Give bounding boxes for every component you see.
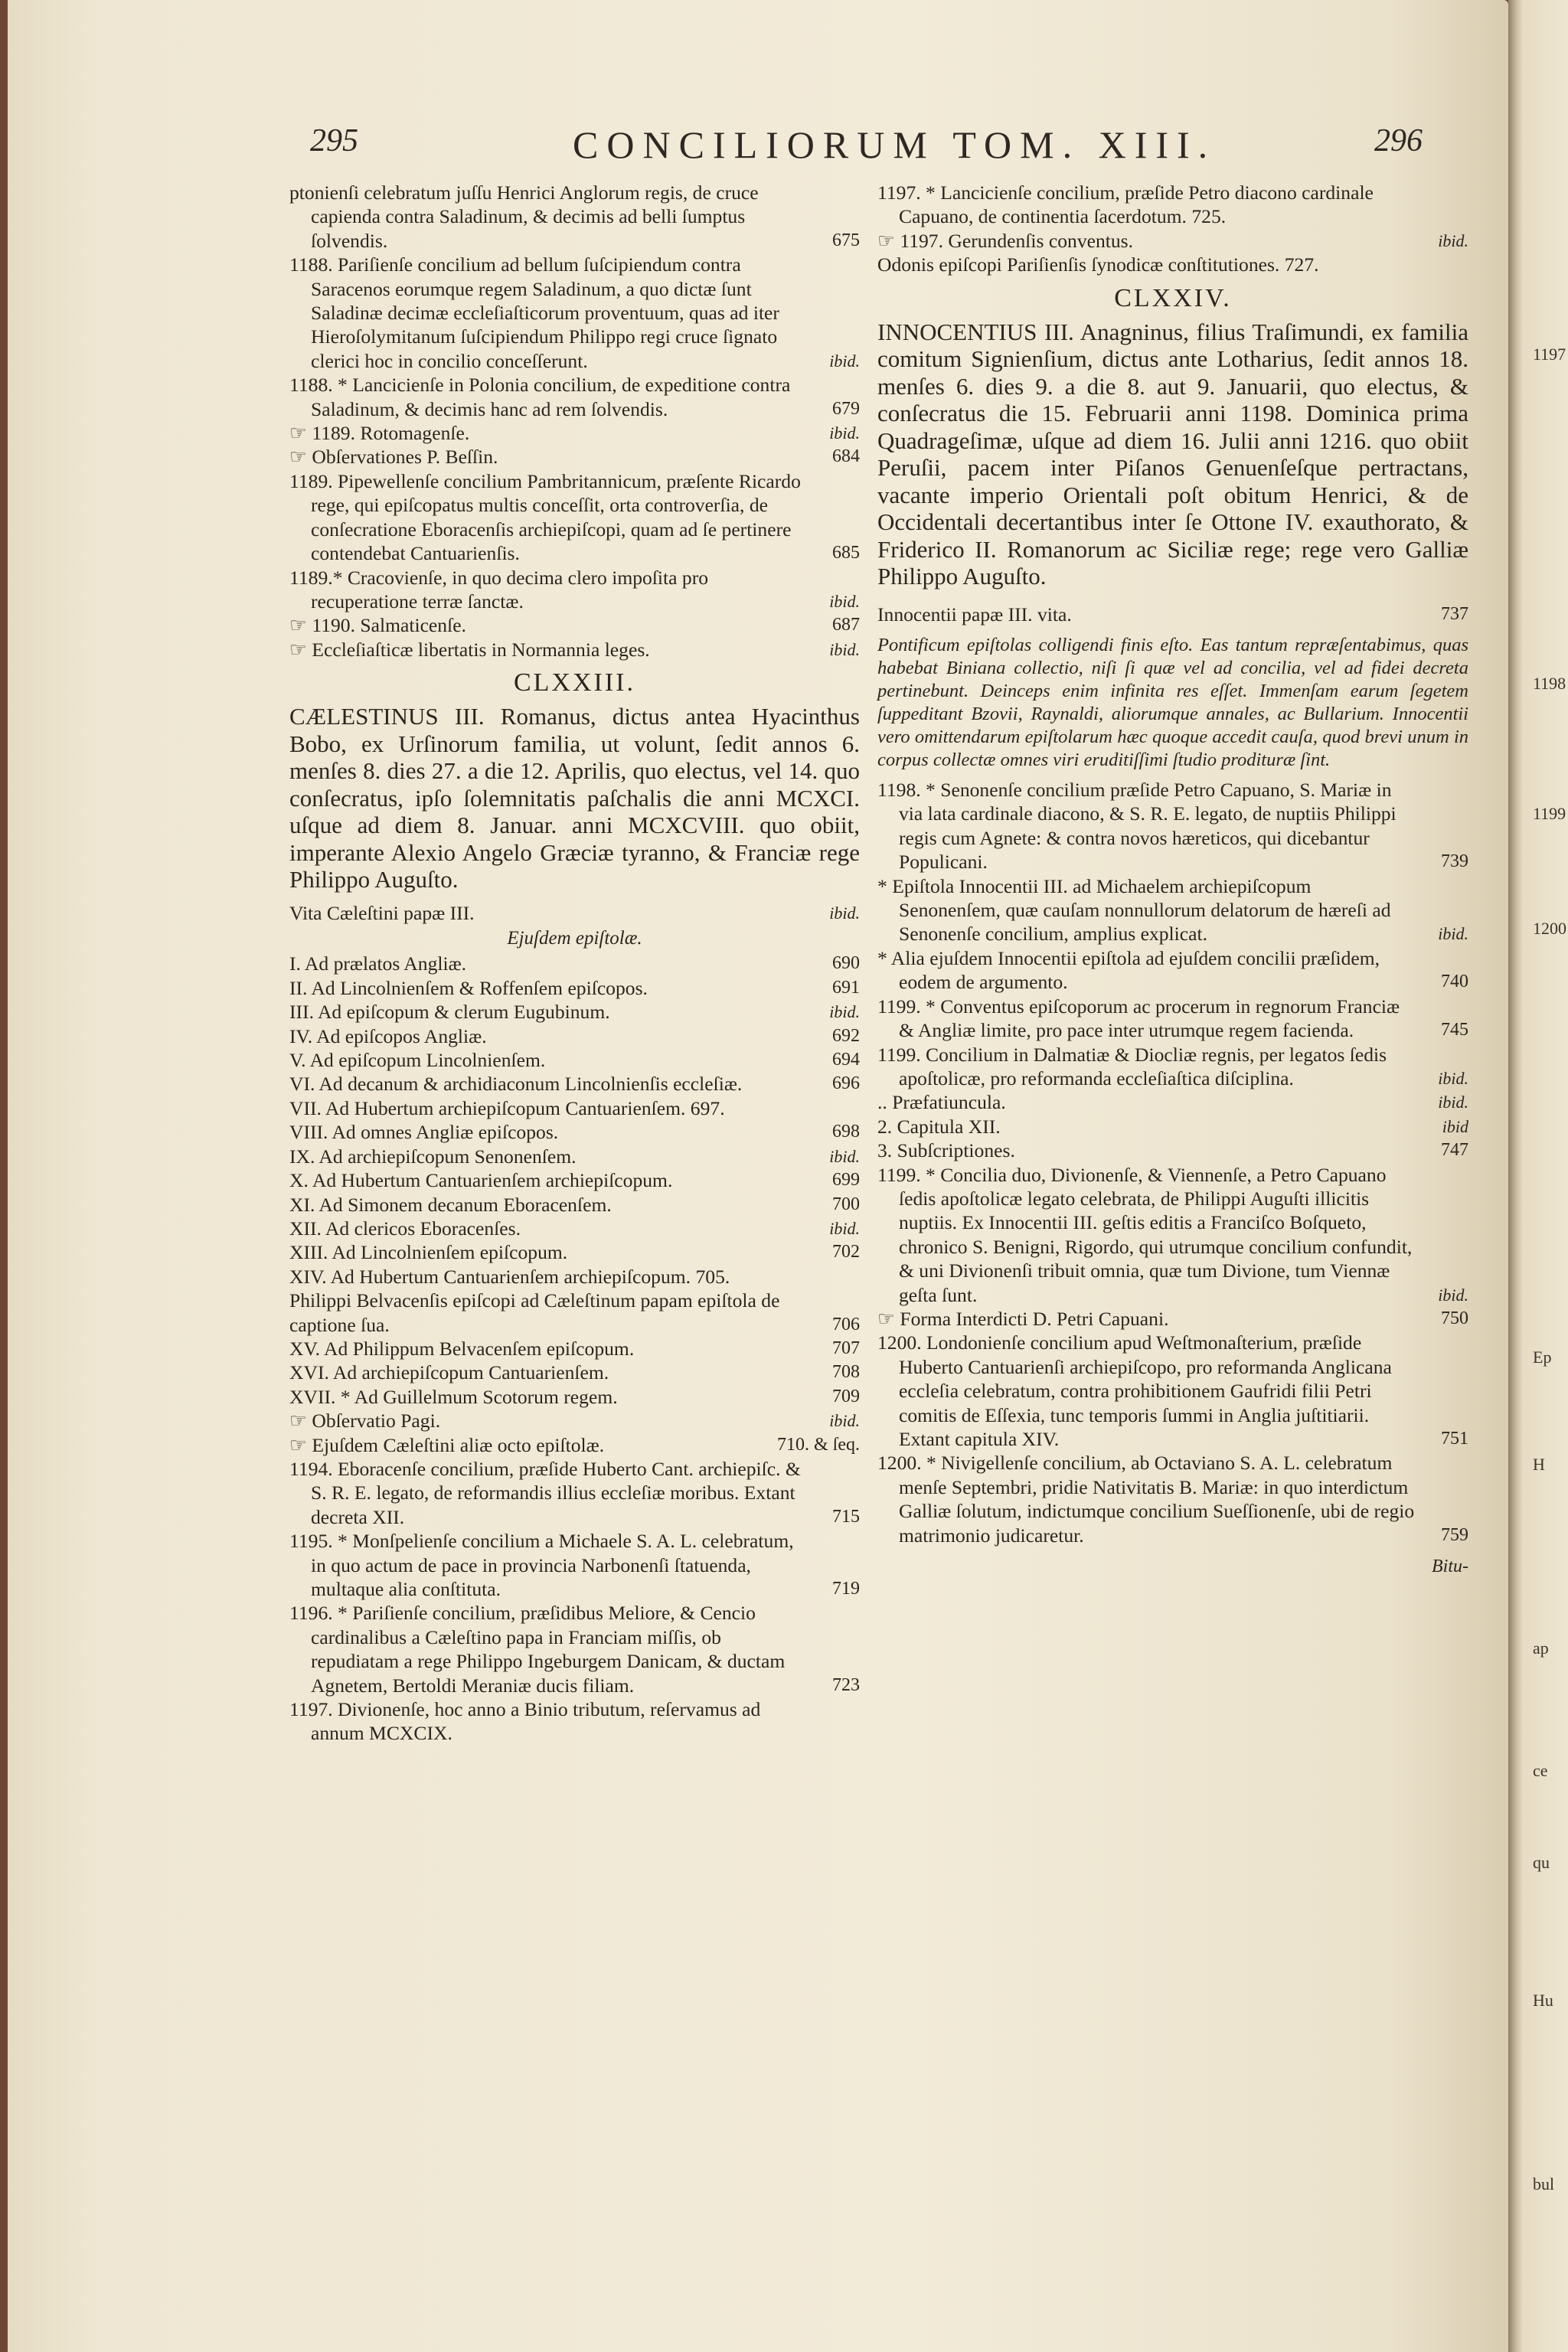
entry-text: X. Ad Hubertum Cantuarienſem archiepiſcopum.	[289, 1169, 673, 1192]
letter-entry	[289, 1240, 860, 1264]
entry-text: ☞ Obſervationes P. Beſſin.	[289, 446, 498, 469]
epistolae-heading: Ejuſdem epiſtolæ.	[507, 928, 642, 949]
book-gutter	[1508, 0, 1522, 2352]
catchword: Bitu-	[1432, 1557, 1468, 1577]
entry-page: 692	[832, 1025, 860, 1046]
section-number-clxxiv: CLXXIV.	[1114, 283, 1232, 312]
running-title: CONCILIORUM TOM. XIII.	[573, 123, 1217, 166]
entry-text: 1189. Pipewellenſe concilium Pambritannicum, præſente Ricardo rege, qui epiſcopatus multis conceſſit, orta controverſia, de conſecratione Eboracenſis archiepiſcopi, quam ad ſe pertinere contendebat Cantuarienſis.	[289, 469, 801, 565]
vita-page: ibid.	[829, 903, 860, 923]
entry-text: 1199. Concilium in Dalmatiæ & Diocliæ regnis, per legatos ſedis apoſtolicæ, pro reformanda eccleſiaſtica diſciplina.	[877, 1043, 1387, 1089]
right-entries-bottom	[877, 778, 1468, 1547]
letters-list	[289, 952, 860, 1457]
entry-text: ☞ 1197. Gerundenſis conventus.	[877, 229, 1134, 252]
entry-page: 739	[1441, 851, 1468, 872]
entry-text: XVII. * Ad Guillelmum Scotorum regem.	[289, 1385, 618, 1408]
editorial-note: Pontificum epiſtolas colligendi finis eſto. Eas tantum repræſentabimus, quas habebat Biniana collectio, niſi ſi quæ vel ad concilia, vel ad fidei decreta pertinebunt. Deinceps enim infinita res eſſet. Immenſam earum ſegetem ſuppeditant Bzovii, Raynaldi, aliorumque annales, ac Bullarium. Innocentii vero omittendarum epiſtolarum hæc quoque accedit cauſa, quod brevi unum in corpus collectæ omnes viri eruditiſſimi ſtudio prodituræ ſint.	[877, 635, 1468, 771]
index-entry	[289, 1457, 860, 1529]
entry-text: ☞ 1189. Rotomagenſe.	[289, 422, 470, 445]
index-entry	[289, 1601, 860, 1697]
entry-text: 1189.* Cracovienſe, in quo decima clero impoſita pro recuperatione terræ ſanctæ.	[289, 566, 709, 612]
entry-page: 698	[832, 1122, 860, 1142]
index-entry	[877, 946, 1468, 995]
entry-text: 1200. Londonienſe concilium apud Weſtmonaſterium, præſide Huberto Cantuarienſi archiepiſcopo, pro reformanda Anglicana eccleſia celebratum, contra prohibitionem Gaufridi filii Petri comitis de Eſſexia, tunc temporis ſummi in Anglia juſtitiarii. Extant capitula XIV.	[877, 1331, 1392, 1450]
margin-fragment: Hu	[1533, 1991, 1553, 2010]
vita-entry	[289, 901, 860, 925]
letter-entry	[289, 1289, 860, 1337]
letter-entry	[289, 1168, 860, 1192]
entry-page: 745	[1441, 1020, 1468, 1040]
entry-page: ibid.	[1438, 1285, 1468, 1305]
letter-entry	[289, 1096, 860, 1120]
entry-text: ☞ Eccleſiaſticæ libertatis in Normannia leges.	[289, 638, 650, 661]
left-column	[289, 181, 860, 1746]
entry-page: ibid.	[1438, 1093, 1468, 1112]
entry-page: ibid.	[829, 1218, 860, 1238]
letter-entry	[289, 1385, 860, 1409]
entry-text: 1199. * Concilia duo, Divionenſe, & Viennenſe, a Petro Capuano ſedis apoſtolicæ legato celebrata, de Philippi Auguſti illicitis nuptiis. Ex Innocentii III. geſtis editis a Franciſco Boſqueto, chronico S. Benigni, Rigordo, qui utrumque concilium confundit, & uni Divionenſi tribuit omnia, quæ tum Divione, tum Viennæ geſta ſunt.	[877, 1163, 1413, 1306]
index-entry	[877, 778, 1468, 874]
margin-fragment: ap	[1533, 1638, 1549, 1658]
entry-text: VIII. Ad omnes Angliæ epiſcopos.	[289, 1121, 559, 1144]
letter-entry	[289, 1433, 860, 1457]
entry-page: ibid.	[829, 1002, 860, 1022]
pontificate-innocentius	[877, 318, 1468, 590]
page-leaf	[8, 0, 1508, 2352]
margin-fragment: 1198	[1533, 674, 1566, 693]
right-entries-top	[877, 181, 1468, 277]
letter-entry	[289, 976, 860, 1000]
index-entry	[877, 253, 1468, 276]
pontificate-text: CÆLESTINUS III. Romanus, dictus antea Hyacinthus Bobo, ex Urſinorum familia, ut volunt, ſedit annos 6. menſes 8. dies 27. a die 12. Aprilis, quo electus, vel 14. quo conſecratus, ipſo ſolemnitatis paſchalis die anni MCXCI. uſque ad diem 8. Januar. anni MCXCVIII. quo obiit, imperante Alexio Angelo Græciæ tyranno, & Franciæ rege Philippo Auguſto.	[289, 703, 860, 893]
index-entry	[877, 1331, 1468, 1451]
entry-page: 691	[832, 977, 860, 998]
entry-page: 700	[832, 1194, 860, 1214]
letter-entry	[289, 1361, 860, 1384]
margin-fragment: H	[1533, 1455, 1545, 1474]
entry-text: ☞ 1190. Salmaticenſe.	[289, 614, 466, 637]
margin-fragment: Ep	[1533, 1348, 1552, 1367]
index-entry	[289, 421, 860, 445]
margin-fragment: qu	[1533, 1853, 1550, 1872]
entry-page: 694	[832, 1050, 860, 1070]
index-entry	[877, 181, 1468, 229]
entry-text: 1198. * Senonenſe concilium præſide Petro Capuano, S. Mariæ in via lata cardinale diacono, & S. R. E. legato, de nuptiis Philippi regis cum Agnete: & contra novos hæreticos, qui dicebantur Populicani.	[877, 779, 1396, 874]
entry-text: III. Ad epiſcopum & clerum Eugubinum.	[289, 1001, 610, 1024]
vita-text: Innocentii papæ III. vita.	[877, 603, 1072, 626]
entry-page: 696	[832, 1073, 860, 1094]
entry-text: ☞ Forma Interdicti D. Petri Capuani.	[877, 1307, 1169, 1330]
entry-text: VI. Ad decanum & archidiaconum Lincolnienſis eccleſiæ.	[289, 1073, 743, 1096]
entry-page: 747	[1441, 1140, 1468, 1161]
entry-text: XVI. Ad archiepiſcopum Cantuarienſem.	[289, 1361, 609, 1384]
index-entry	[289, 373, 860, 421]
entry-text: I. Ad prælatos Angliæ.	[289, 952, 467, 975]
entry-page: 750	[1441, 1308, 1468, 1328]
entry-page: 709	[832, 1386, 860, 1406]
letter-entry	[289, 1409, 860, 1432]
right-page-number: 296	[1374, 123, 1423, 158]
letter-entry	[289, 1048, 860, 1072]
entry-page: ibid.	[1438, 1068, 1468, 1088]
entry-text: XIV. Ad Hubertum Cantuarienſem archiepiſcopum. 705.	[289, 1265, 730, 1288]
entry-text: ☞ Obſervatio Pagi.	[289, 1410, 441, 1432]
entry-page: ibid.	[829, 1411, 860, 1431]
letter-entry	[289, 1024, 860, 1048]
entry-text: IV. Ad epiſcopos Angliæ.	[289, 1024, 487, 1047]
entry-page: 684	[832, 446, 860, 467]
entry-text: ☞ Ejuſdem Cæleſtini aliæ octo epiſtolæ.	[289, 1433, 605, 1456]
letter-entry	[289, 1337, 860, 1361]
entry-text: XIII. Ad Lincolnienſem epiſcopum.	[289, 1241, 568, 1264]
entry-text: V. Ad epiſcopum Lincolnienſem.	[289, 1049, 546, 1072]
left-page-number: 295	[310, 123, 358, 158]
index-entry	[289, 638, 860, 662]
index-entry	[877, 229, 1468, 253]
entry-text: .. Præfatiuncula.	[877, 1091, 1006, 1114]
index-entry	[289, 445, 860, 469]
letter-entry	[289, 952, 860, 975]
index-entry	[877, 1307, 1468, 1331]
entry-page: 708	[832, 1362, 860, 1383]
entry-page: 719	[832, 1579, 860, 1599]
entry-text: 1197. Divionenſe, hoc anno a Binio tributum, reſervamus ad annum MCXCIX.	[289, 1698, 761, 1745]
entry-page: 679	[832, 398, 860, 419]
index-entry	[289, 469, 860, 566]
letter-entry	[289, 1072, 860, 1096]
entry-text: 2. Capitula XII.	[877, 1115, 1001, 1138]
margin-fragment: 1200	[1533, 919, 1566, 938]
entry-text: Odonis epiſcopi Pariſienſis ſynodicæ conſtitutiones. 727.	[877, 253, 1319, 276]
index-entry	[877, 1138, 1468, 1162]
index-entry	[877, 1163, 1468, 1307]
right-column	[877, 181, 1468, 1579]
entry-text: 1194. Eboracenſe concilium, præſide Huberto Cant. archiepiſc. & S. R. E. legato, de reformandis illius eccleſiæ moribus. Extant decreta XII.	[289, 1457, 801, 1528]
entry-text: 1188. Pariſienſe concilium ad bellum ſuſcipiendum contra Saracenos eorumque regem Saladinum, a quo dictæ ſunt Saladinæ decimæ eccleſiaſticorum proventuum, quas ad iter Hieroſolymitanum ſuſcipiendum Philippo regi cruce ſignato clerici hoc in concilio conceſſerunt.	[289, 253, 779, 372]
letter-entry	[289, 1145, 860, 1168]
entry-page: ibid.	[1438, 230, 1468, 250]
vita-text: Vita Cæleſtini papæ III.	[289, 901, 475, 924]
index-entry	[877, 1043, 1468, 1091]
entry-text: 1188. * Lancicienſe in Polonia concilium, de expeditione contra Saladinum, & decimis hanc ad rem ſolvendis.	[289, 374, 791, 420]
entry-text: 1196. * Pariſienſe concilium, præſidibus Meliore, & Cencio cardinalibus a Cæleſtino papa in Franciam miſſis, ob repudiatam a rege Philippo Ingeburgem Danicam, & ductam Agnetem, Bertoldi Meraniæ ducis filiam.	[289, 1602, 786, 1697]
margin-fragment: 1199	[1533, 804, 1566, 823]
entry-page: 685	[832, 543, 860, 564]
entry-text: Philippi Belvacenſis epiſcopi ad Cæleſtinum papam epiſtola de captione ſua.	[289, 1289, 780, 1336]
letter-entry	[289, 1265, 860, 1289]
entry-text: XI. Ad Simonem decanum Eboracenſem.	[289, 1193, 612, 1216]
entry-page: 706	[832, 1314, 860, 1334]
index-entry	[289, 613, 860, 637]
letter-entry	[289, 1193, 860, 1217]
entry-page: ibid	[1442, 1116, 1468, 1136]
entry-page: ibid.	[829, 591, 860, 611]
facing-page-edge	[1522, 0, 1568, 2352]
index-entry	[289, 566, 860, 614]
entry-text: ptonienſi celebratum juſſu Henrici Anglorum regis, de cruce capienda contra Saladinum, & decimis ad belli ſumptus ſolvendis.	[289, 181, 759, 252]
entry-text: 1195. * Monſpelienſe concilium a Michaele S. A. L. celebratum, in quo actum de pace in provincia Narbonenſi ſtatuenda, multaque alia conſtituta.	[289, 1530, 794, 1600]
index-entry	[289, 1529, 860, 1601]
entry-text: XV. Ad Philippum Belvacenſem epiſcopum.	[289, 1337, 635, 1360]
entry-text: II. Ad Lincolnienſem & Roffenſem epiſcopos.	[289, 976, 648, 999]
letter-entry	[289, 1120, 860, 1144]
entry-page: 710. & ſeq.	[777, 1434, 860, 1455]
left-entries-bottom	[289, 1457, 860, 1746]
index-entry	[877, 1090, 1468, 1114]
section-number-clxxiii: CLXXIII.	[513, 668, 636, 697]
entry-page: ibid.	[829, 423, 860, 443]
entry-page: 687	[832, 615, 860, 635]
entry-text: * Epiſtola Innocentii III. ad Michaelem archiepiſcopum Senonenſem, quæ cauſam nonnullorum delatorum de hæreſi ad Senonenſe concilium, amplius explicat.	[877, 874, 1391, 946]
margin-fragment: 1197	[1533, 345, 1566, 364]
letter-entry	[289, 1000, 860, 1024]
entry-page: 707	[832, 1338, 860, 1358]
entry-page: 715	[832, 1506, 860, 1527]
entry-page: 675	[832, 230, 860, 250]
entry-text: * Alia ejuſdem Innocentii epiſtola ad ejuſdem concilii præſidem, eodem de argumento.	[877, 946, 1380, 994]
index-entry	[289, 1697, 860, 1746]
letter-entry	[289, 1217, 860, 1240]
index-entry	[877, 874, 1468, 946]
index-entry	[877, 1451, 1468, 1547]
vita-page: 737	[1441, 603, 1468, 624]
pontificate-text: INNOCENTIUS III. Anagninus, filius Traſimundi, ex familia comitum Signienſium, dictus ante Lotharius, ſedit annos 18. menſes 6. dies 9. a die 8. aut 9. Januarii, quo electus, & conſecratus die 15. Februarii anni 1198. Dominica prima Quadrageſimæ, uſque ad diem 16. Julii anni 1216. quo obiit Peruſii, pacem inter Piſanos Genuenſeſque pertractans, vacante imperio Orientali poſt obitum Henrici, & de Occidentali decertantibus inter ſe Ottone IV. exauthorato, & Friderico II. Romanorum ac Siciliæ rege; rege vero Galliæ Philippo Auguſto.	[877, 318, 1468, 590]
margin-fragment: bul	[1533, 2174, 1555, 2194]
entry-page: 751	[1441, 1429, 1468, 1449]
entry-page: 723	[832, 1674, 860, 1695]
entry-page: 702	[832, 1242, 860, 1263]
entry-page: ibid.	[829, 1146, 860, 1166]
entry-text: 1199. * Conventus epiſcoporum ac procerum in regnorum Franciæ & Angliæ limite, pro pace inter utrumque regem facienda.	[877, 995, 1400, 1042]
entry-text: VII. Ad Hubertum archiepiſcopum Cantuarienſem. 697.	[289, 1096, 725, 1119]
vita-entry	[877, 603, 1468, 626]
entry-page: 699	[832, 1170, 860, 1191]
pontificate-caelestinus	[289, 703, 860, 893]
entry-text: 1197. * Lancicienſe concilium, præſide Petro diacono cardinale Capuano, de continentia ſacerdotum. 725.	[877, 181, 1374, 228]
entry-text: 3. Subſcriptiones.	[877, 1139, 1015, 1162]
entry-page: ibid.	[1438, 924, 1468, 944]
index-entry	[289, 181, 860, 253]
margin-fragment: ce	[1533, 1761, 1548, 1780]
index-entry	[877, 1115, 1468, 1138]
entry-page: 759	[1441, 1524, 1468, 1545]
entry-page: 690	[832, 953, 860, 974]
entry-text: XII. Ad clericos Eboracenſes.	[289, 1217, 521, 1240]
index-entry	[877, 995, 1468, 1043]
index-entry	[289, 253, 860, 373]
entry-page: ibid.	[829, 639, 860, 659]
entry-page: ibid.	[829, 351, 860, 371]
left-entries-top	[289, 181, 860, 662]
entry-text: 1200. * Nivigellenſe concilium, ab Octaviano S. A. L. celebratum menſe Septembri, pridie Nativitatis B. Mariæ: in quo interdictum Galliæ ſolutum, indictumque concilium Sueſſionenſe, ubi de regio matrimonio judicaretur.	[877, 1452, 1415, 1547]
entry-page: 740	[1441, 972, 1468, 992]
entry-text: IX. Ad archiepiſcopum Senonenſem.	[289, 1145, 577, 1168]
